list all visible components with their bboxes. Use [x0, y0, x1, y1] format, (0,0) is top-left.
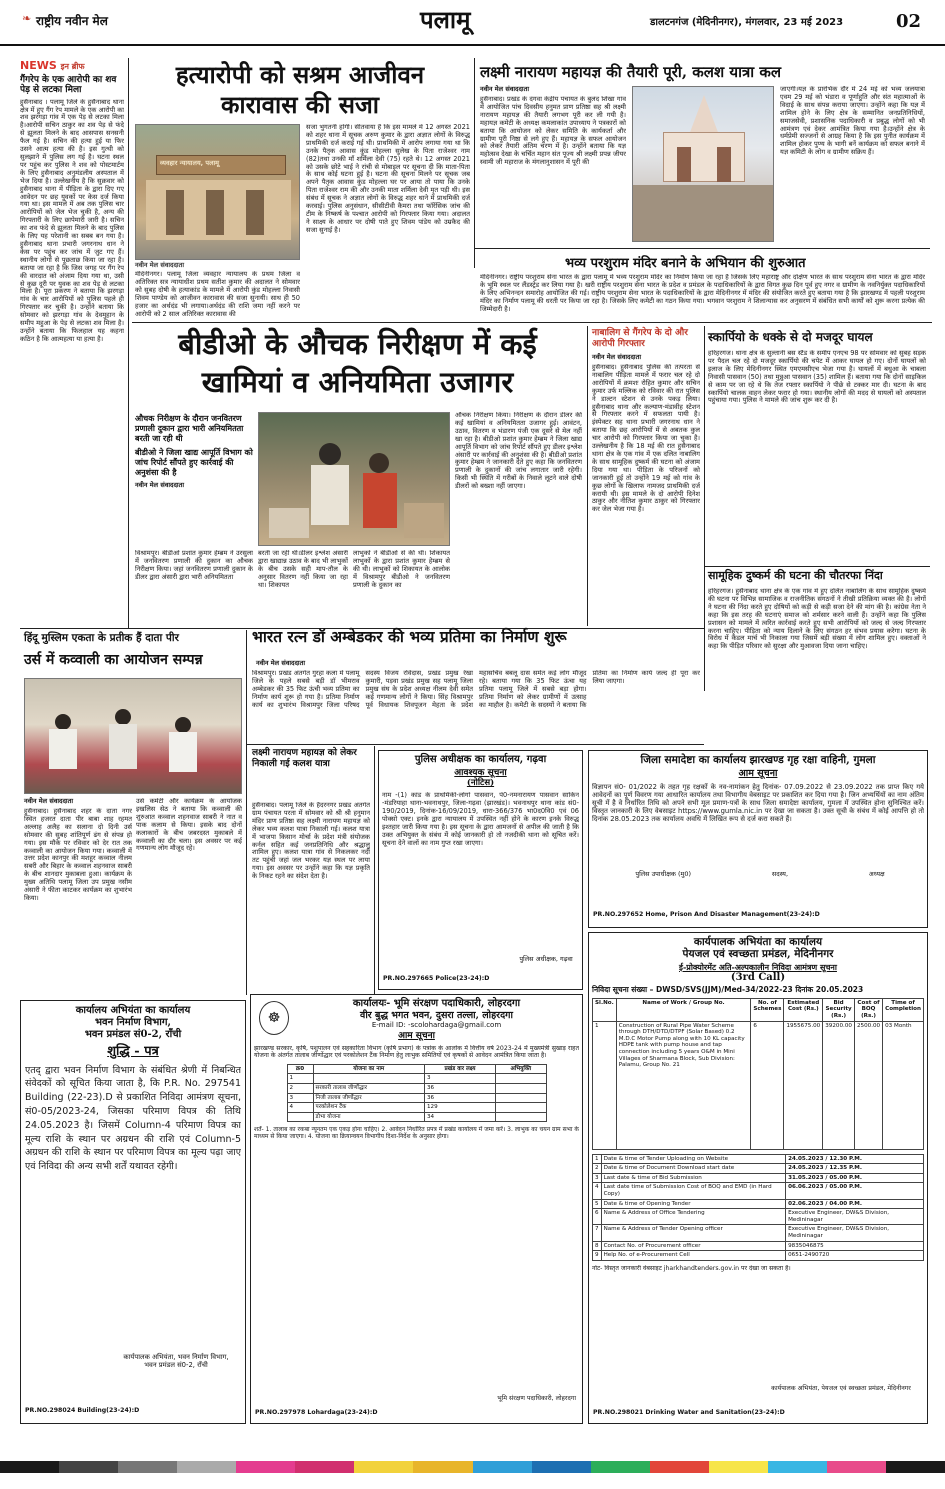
- court-photo: [135, 124, 300, 260]
- drinking-water-tender-ad: [588, 932, 928, 1424]
- story4-body4: औचक निरीक्षण किया। निरीक्षण के दौरान डीलर की कई खामियां व अनियमितता उजागर हुई। आवंटन, उठाव, वितरण व भंडारण पंजी एक दूसरे से मेल नहीं खा रहा है। बीडीओ प्रशांत कुमार हेम्ब्रम ने जिला खाद्य आपूर्ति विभाग को जांच रिपोर्ट सौंपते हुए डीलर इश्लेश अंसारी पर कार्रवाई की अनुशंसा की है। बीडीओ प्रशांत कुमार हेम्ब्रम ने जानकारी देते हुए कहा कि जनवितरण प्रणाली के दुकानों की जांच लगातार जारी रहेगी। किसी भी स्थिति में गरीबों के निवाले लूटने वाले दोषी डीलरों को बख्शा नहीं जाएगा।: [455, 412, 582, 491]
- ad4-sign: कार्यपालक अभियंता, भवन निर्माण विभाग, भवन प्रमंडल सं0-2, राँची: [123, 1353, 229, 1370]
- inspection-photo: [258, 412, 450, 546]
- news-tag: NEWS: [20, 60, 57, 72]
- ad5-office: कार्यपालक अभियंता का कार्यालय: [693, 936, 823, 948]
- dateline: डालटनगंज (मेदिनीनगर), मंगलवार, 23 मई 2023: [650, 17, 844, 28]
- ad5-pr: PR.NO.298021 Drinking Water and Sanitation(23-24):D: [593, 1409, 785, 1416]
- ad4-office: कार्यालय अभियंता का कार्यालय: [75, 1005, 191, 1016]
- ad1-pr: PR.NO.297665 Police(23-24):D: [383, 975, 490, 982]
- ad5-ref: निविदा सूचना संख्या – DWSD/SVS(JJM)/Med-34/2022-23 दिनांक 20.05.2023: [592, 984, 864, 994]
- table-row: 2 Date & time of Document Download start date 24.05.2023 / 12.35 P.M.: [593, 1164, 924, 1174]
- brief-body: हुसैनाबाद । पलामू जिले के हुसैनाबाद थाना क्षेत्र में हुए गैंग रेप मामले के एक आरोपी का शव झरगड़ा गांव में एक पेड़ से लटका मिला है।आरोपी सचिन ठाकुर का शव पेड़ से फंदे से झूलता मिलने के बाद आसपास सनसनी फैल गई है। सचिन की हत्या हुई या फिर उसने आत्म हत्या की है। इस गुत्थी को सुलझाने में पुलिस लग गई है। घटना स्थल पर पहुंच कर पुलिस ने शव को पोस्टमार्टम के लिए हुसैनाबाद अनुमंडलीय अस्पताल में भेज दिया है। उल्लेखनीय है कि सुक्रवार को हुसैनाबाद थाना में पीड़िता के द्वारा दिए गए आवेदन पर छह युवकों पर केस दर्ज किया गया था। इस मामले में अब तक पुलिस चार आरोपियों को जेल भेज चुकी है, अन्य की गिरफ्तारी के लिए छापेमारी जारी है। सचिन का शव फंदे से झूलता मिलने के बाद पुलिस के लिए यह परेशानी का सबब बन गया है। हुसैनाबाद थाना प्रभारी जगरनाथ धान ने केस पर पहुंच कर जांच में जुट गए हैं। स्थानीय लोगों से पूछताछ किया जा रहा है। बताया जा रहा है कि जिस जगह पर गैंग रेप की वारदात को अंजाम दिया गया था, उसी से कुछ दूरी पर युवक का शव पेड़ से लटका मिला है। पूरा प्रकरण ने बताया कि झरगड़ा गांव के चार आरोपियों को पुलिस पहले ही गिरफ्तार कर चुकी है। उन्होंने बताया कि सोमवार को झरगड़ा गांव के देवमुहान के समीप महुआ के पेड़ से लटका शव मिला है। उन्होंने बताया कि फिलहाल यह कहना कठिन है कि आत्महत्या या हत्या है।: [20, 98, 124, 343]
- homeguard-notice-ad: [588, 750, 928, 928]
- story3-headline: भव्य परशुराम मंदिर बनाने के अभियान की शुरुआत: [565, 256, 806, 271]
- story4-deck1: औचक निरीक्षण के दौरान जनवितरण प्रणाली दुकान द्वारा भारी अनियमितता बरती जा रही थी: [135, 414, 244, 443]
- table-row: 7 Name & Address of Tender Opening officer Executive Engineer, DW&S Division, Medininagar: [593, 1225, 924, 1241]
- story3-body: मेदिनीनगर। राष्ट्रीय परशुराम सेना भारत के द्वारा पलामू में भव्य परशुराम मंदिर का निर्माण किया जा रहा है जिसके लिए महाराष्ट्र और दक्षिण भारत के साथ परशुराम सेना भारत के द्वारा मंदिर के भूमि स्थल पर लैंडस्ट्रेड कर लिया गया है। खरी राष्ट्रीय परशुराम सेना भारत के प्रदेश व प्रमंडल के पदाधिकारियों के द्वारा विगत कुछ दिन पूर्व हुए नगर व ग्रामीण के नवनिर्युक्त पदाधिकारियों के लिए अभिनन्दन समारोह आयोजित की गई। राष्ट्रीय परशुराम सेना भारत के पदाधिकारियों के द्वारा मेदिनीनगर में मंदिर की संयोजित करते हुए बताया गया है कि झारखण्ड में पहली परशुराम मंदिर का निर्माण पलामू की धरती पर किया जा रहा है। जिसके लिए कमेटी का गठन किया गया। भगवान परशुराम ने शिलान्यास कर अनुसरण में संबंधित सभी कार्यों को शुरू करना प्रत्येक की जिम्मेदारी है।: [480, 274, 925, 313]
- table-row: 4 परकोलेशन टैंक 129: [287, 1103, 546, 1113]
- ad1-body: नाम -(1) कांड के प्राथमिकी-लोगों पासवान, पे0-नमनारायण पासवान साकिन -मंडरियाहा थाना-भवनाथपुर, जिला-गढ़वा (झारखंड)। भवनाथपुर थाना कांड सं0-190/2019, दिनांक-16/09/2019, धारा-366/376 भा0द0वि0 एवं 06 पोक्सो एक्ट। इनके द्वारा न्यायालय में उपस्थित नहीं होने के कारण इनके विरुद्ध इश्तहार जारी किया गया है। इस सूचना के द्वारा आमजनों से अपील की जाती है कि उक्त अभियुक्त के संबंध में कोई जानकारी हो तो नजदीकी थाना को सूचित करें। सूचना देने वालों का नाम गुप्त रखा जाएगा।: [382, 792, 579, 847]
- ad2-title: आम सूचना: [738, 768, 778, 780]
- story8-body2: उर्स कमेटी और कार्यक्रम के आयोजक इखलिस सेठ ने बताया कि कव्वाली की शुरुआत कव्वाल शहनवाज साबरी ने नात व पाक कलाम से किया। इसके बाद दोनों कलाकारों के बीच जबरदस्त मुकाबले में कव्वाली का दौर चला। इस अवसर पर कई गणमान्य लोग मौजूद रहे।: [136, 798, 242, 853]
- story4-deck2: बीडीओ ने जिला खाद्य आपूर्ति विभाग को जांच रिपोर्ट सौंपते हुए कार्रवाई की अनुशंसा की है: [135, 448, 253, 477]
- table-row: 2 सरकारी तालाब जीर्णोद्धार 36: [287, 1083, 546, 1093]
- ad5-title: ई-प्रोक्योरमेंट अति-अल्पकालीन निविदा आमंत्रण सूचना: [679, 961, 837, 972]
- ad4-office2: भवन निर्माण विभाग,: [95, 1016, 171, 1028]
- table-row: 6 Name & Address of Office Tendering Executive Engineer, DW&S Division, Medininagar: [593, 1209, 924, 1225]
- ad4-pr: PR.NO.298024 Building(23-24):D: [25, 1407, 140, 1414]
- ad2-body: विज्ञापन सं0- 01/2022 के तहत गृह रक्षकों के नव-नामांकन हेतु दिनांक- 07.09.2022 से 23.09.2022 तक प्राप्त किए गये आवेदनों का पूर्ण विवरण गया आधारित कार्यालय तथा विभागीय वेबसाइट पर प्रकाशित कर दिया गया है। जिन अभ्यर्थियों का नाम अंतिम सूची में है वे निर्धारित तिथि को अपने सभी मूल प्रमाण-पत्रों के साथ जिला समादेष्टा कार्यालय, गुमला में उपस्थित होना सुनिश्चित करें। विस्तृत जानकारी के लिए वेबसाइट https://www.gumla.nic.in पर देखा जा सकता है। उक्त सूची के संबंध में कोई आपत्ति हो तो दिनांक 28.05.2023 तक कार्यालय अवधि में लिखित रूप से दर्ज करा सकते हैं।: [592, 782, 924, 824]
- qawwali-photo: [24, 678, 242, 794]
- ad1-sign: पुलिस अधीक्षक, गढ़वा: [519, 955, 573, 963]
- brand-name: राष्ट्रीय नवीन मेल: [36, 14, 108, 28]
- table-row: 4 Last date time of Submission Cost of BOQ and EMD (in Hard Copy) 06.06.2023 / 05.00 P.M.: [593, 1183, 924, 1199]
- story2-byline: नवीन मेल संवाददाता: [480, 85, 529, 93]
- story2-headline: लक्ष्मी नारायण महायज्ञ की तैयारी पूरी, कलश यात्रा कल: [480, 63, 782, 81]
- story9-body: विश्रामपुर। प्रखंड अंतर्गत गुरहा कला में पलामू जिले के पहले सबसे बड़ी डॉ भीमराव अम्बेडकर की 35 फिट ऊंची भव्य प्रतिमा का निर्माण कार्य शुरू हो गया है। प्रतिमा निर्माण कार्य का शुभारंभ विश्रामपुर जिला परिषद सदस्य विजय रविदास, प्रखंड प्रमुख रेखा कुमारी, पड़वा प्रखंड प्रमुख सह पलामू जिला प्रमुख संघ के प्रदेश अध्यक्ष नीलम देवी समेत कई गणमान्य लोगों ने किया। सिंह विश्रामपुर पूर्व विधायक शिवपूजन मेहता के प्रदेश महासचिव बबलू दास समेत कई लोग मौजूद रहे। बताया गया कि 35 फिट ऊंचा यह प्रतिमा पलामू जिले में सबसे बड़ा होगा। प्रतिमा निर्माण को लेकर ग्रामीणों में उत्साह का माहौल है। कमेटी के सदस्यों ने बताया कि प्रतिमा का निर्माण कार्य जल्द ही पूरा कर लिया जाएगा।: [252, 670, 700, 709]
- story4-body1: विश्रामपुर। बीडीओ प्रशांत कुमार हेम्ब्रम ने उरसुला में जनवितरण प्रणाली की दुकान का औचक निरीक्षण किया। जहां जनवितरण प्रणाली दुकान के डीलर द्वारा अंसारी द्वारा भारी अनियमितता: [135, 550, 253, 581]
- story8-headline: हिंदू मुस्लिम एकता के प्रतीक हैं दाता पीर: [24, 632, 179, 644]
- story7-headline: सामूहिक दुष्कर्म की घटना की चौतरफा निंदा: [708, 569, 883, 582]
- table-row: 9 Help No. of e-Procurement Cell 0651-2490720: [593, 1251, 924, 1261]
- news-brief: [20, 60, 124, 627]
- story4-body3: लाभुकों ने बीडीओ से की थी। शिकायत लाभुकों के द्वारा प्रशांत कुमार हेम्ब्रम से की थी। लाभुकों को शिकायत के आलोक में विश्रामपुर बीडीओ ने जनवितरण प्रणाली के दुकान का: [353, 550, 450, 589]
- section-name: पलामू: [420, 5, 471, 34]
- police-notice-ad: [378, 750, 583, 990]
- ad2-office: जिला समादेष्टा का कार्यालय झारखण्ड गृह रक्षा वाहिनी, गुमला: [640, 754, 876, 766]
- story6-headline: स्कार्पियो के धक्के से दो मजदूर घायल: [708, 330, 873, 344]
- ad3-table: क्र0 योजना का नाम प्रखंड वार लक्ष्य अभियुक्ति 1 3 2 सरकारी तालाब जीर्णोद्धार 36 3 निजी तालाब जीर्णोद्धार 36 4 परकोलेशन टैंक 129 डोभा योजना 34: [287, 1064, 547, 1123]
- ad2-pr: PR.NO.297652 Home, Prison And Disaster Management(23-24):D: [593, 911, 820, 918]
- ad3-email: E-mail ID: -scolohardaga@gmail.com: [371, 1021, 502, 1029]
- ad2-sign2: सदस्य,: [771, 870, 789, 878]
- story5-body: हुसैनाबाद। हुसैनाबाद पुलिस की तत्परता से नाबालिग पीड़िता मामले में फरार चल रहे दो आरोपियों में क्रमशः रोहित कुमार और सचिन कुमार उर्फ मल्लिक को रविवार की रात पुलिस ने डाल्टन स्टेशन से उनके पकड़ लिया। हुसैनाबाद थाना और कल्याण-मंडावीह स्टेशन से गिरफ्तार करने में सफलता पायी है। इंस्पेक्टर सह थाना प्रभारी जगरनाथ धान ने बताया कि छह आरोपियों में से अबतक कुल चार आरोपी को गिरफ्तार किया जा चुका है। उल्लेखनीय है कि 18 मई की रात हुसैनाबाद थाना क्षेत्र के एक गांव में एक दलित नाबालिग के साथ सामूहिक दुष्कर्म की घटना को अंजाम दिया गया था। पीड़िता के परिजनों को जानकारी हुई तो उन्होंने 19 मई को गांव के कुछ लोगों के खिलाफ नामजद प्राथमिकी दर्ज करायी थी। इस मामले के दो आरोपी दिनेश ठाकुर और नीतिश कुमार ठाकुर को गिरफ्तार कर जेल भेजा गया है।: [592, 364, 700, 514]
- ad3-title: आम सूचना: [398, 1031, 435, 1042]
- story4-deck: [135, 414, 253, 490]
- story10-body: हुसैनाबाद। पलामू जिले के हैदरनगर प्रखंड अंतर्गत ग्राम पंचायत परता में सोमवार को श्री श्री हनुमान मंदिर प्राण प्रतिष्ठा सह लक्ष्मी नारायण महायज्ञ को लेकर भव्य कलश यात्रा निकाली गई। कलश यात्रा में भाजपा किसान मोर्चा के प्रदेश मंत्री संयोजक कर्नल सहित कई जनप्रतिनिधि और श्रद्धालु शामिल हुए। कलश यात्रा गांव से निकलकर नदी तट पहुंची जहां जल भरकर यज्ञ स्थल पर लाया गया। इस अवसर पर उन्होंने कहा कि यज्ञ प्रकृति के निकट रहने का संदेश देता है।: [252, 802, 370, 881]
- story2-body2: जाएगी।यज्ञ के प्रारंभिक दौर में 24 मई को भव्य जलयात्रा एवम 29 मई को भंडारा व पूर्णाहुति और संत महात्माओं के विदाई के साथ संपन्न कराया जाएगा। उन्होंने कहा कि यज्ञ में शामिल होने के लिए क्षेत्र के सम्मानित जनप्रतिनिधियों, समाजसेवी, प्रशासनिक पदाधिकारी व प्रबुद्ध लोगों को भी आमंत्रण एवं देकर आमंत्रित किया गया है।उन्होंने क्षेत्र के धर्मप्रेमी सज्जनों से आग्रह किया है कि इस पुनीत कार्यक्रम में शामिल होकर पुण्य के भागी बनें कार्यक्रम को सफल बनाने में यज्ञ कमिटी के लोग व ग्रामीण सक्रिय हैं।: [780, 86, 925, 157]
- ad3-office: कार्यालयः- भूमि संरक्षण पदाधिकारी, लोहरदगा: [352, 998, 521, 1009]
- news-tag-sub: इन ब्रीफ: [60, 62, 85, 71]
- story8-body1: हुसैनाबाद। हुसैनाबाद शहर के दाता नगर स्थित हजरत दाता पीर बाबा शाह रहमत अल्लाह अलैह का सलाना दो दिनी उर्स सोमवार की सुबह शांतिपूर्ण ढंग से संपन्न हो गया। इस मौके पर रविवार को देर रात तक कव्वाली का आयोजन किया गया। कव्वाली में उत्तर प्रदेश कानपुर की मशहूर कव्वाल नीलम सबरी और बिहार के कव्वाल शहनवाज साबरी के बीच शानदार मुकाबला हुआ। कार्यक्रम के मुख्य अतिथि पलामू जिला उप प्रमुख नसीम अंसारी ने फीता काटकर कार्यक्रम का शुभारंभ किया।: [24, 808, 132, 902]
- table-row: 3 निजी तालाब जीर्णोद्धार 36: [287, 1093, 546, 1103]
- table-row: डोभा योजना 34: [287, 1112, 546, 1122]
- story2-body1: हुसैनाबाद। प्रखंड के दंगवा केंद्रीय पंचायत के बुलंद शिखा गांव में आयोजित पांच दिवसीय हनुमत प्राण प्रतिष्ठा सह श्री लक्ष्मी नारायण महायज्ञ की तैयारी लगभग पूरी कर ली गयी है। महायज्ञ कमेटी के अध्यक्ष कमलाकांत उपाध्याय ने पत्रकारों को बताया कि आयोजन को लेकर समिति के कार्यकर्ता और ग्रामीण पूरी निष्ठा से लगे हुए हैं। महायज्ञ के सफल आयोजन को लेकर तैयारी अंतिम चरण में है। उन्होंने बताया कि यज्ञ महोत्सव देखा के चर्चित महान संत पूज्य श्री लक्ष्मी प्रपन्न जीयर स्वामी जी महाराज के मंगलानुशासन में पूरी की: [480, 96, 626, 167]
- table-row: 1 Date & time of Tender Uploading on Website 24.05.2023 / 12.30 P.M.: [593, 1154, 924, 1164]
- masthead: [0, 0, 945, 46]
- ad1-subtitle: (नोटिस): [466, 778, 495, 789]
- ad5-table: Sl.No. Name of Work / Group No. No. of Schemes Estimated Cost (Rs.) Bid Security (Rs.) Cost of BOQ (Rs.) Time of Completion 1 Construction of Rural Pipe Water Scheme through DTH/DTD/DTPF (Solar Based) 0.2 M.D.C Motor Pump along with 10 KL capacity HDPE tank with pump house and tap connection including 5 years O&M in Mini Villages of Sharmana Block, Sub Division: Palamu, Group No. 21 6 1955675.00 39200.00 2500.00 03 Month: [592, 998, 924, 1150]
- story9-byline: नवीन मेल संवाददाता: [256, 659, 305, 667]
- ad5-call: (3rd Call): [730, 972, 786, 984]
- court-sign: व्यवहार न्यायालय, पलामू: [160, 159, 220, 167]
- page-number: 02: [896, 11, 922, 32]
- story6-body: हरिहरगंज। थाना क्षेत्र के सुल्तानी बस स्टैंड के समीप एनएच 98 पर सोमवार को सुबह सड़क पर पैदल चल रहे दो मजदूर स्कार्पियो की चपेट में आकर घायल हो गए। दोनों घायलों को इलाज के लिए मेदिनीनगर स्थित एमएमसीएच भेजा गया है। घायलों में बधुआ के चाबला निवासी पासवान (50) तथा मुन्नुआ पासवान (35) शामिल हैं। बताया गया कि दोनों साइकिल से काम पर जा रहे थे कि तेज रफ्तार स्कार्पियो ने पीछे से टक्कर मार दी। घटना के बाद स्कार्पियो चालक वाहन लेकर फरार हो गया। स्थानीय लोगों की मदद से घायलों को अस्पताल पहुंचाया गया। पुलिस ने मामले की जांच शुरू कर दी है।: [708, 350, 926, 405]
- story8-headline2: उर्स में कव्वाली का आयोजन सम्पन्न: [24, 652, 203, 668]
- land-conservation-ad: [250, 994, 583, 1424]
- story7-body: हरिहरगंज। हुसैनाबाद थाना क्षेत्र के एक गांव में हुए दलित नाबालिग के साथ सामूहिक दुष्कर्म की घटना पर विभिन्न सामाजिक व राजनीतिक संगठनों ने तीखी प्रतिक्रिया व्यक्त की है। लोगों ने घटना की निंदा करते हुए दोषियों को कड़ी से कड़ी सजा देने की मांग की है। कांग्रेस नेता ने कहा कि इस तरह की घटनाएं समाज को शर्मसार करने वाली हैं। उन्होंने कहा कि पुलिस प्रशासन को मामले में त्वरित कार्रवाई करते हुए सभी आरोपियों को जल्द से जल्द गिरफ्तार करना चाहिए। पीड़िता को न्याय दिलाने के लिए संगठन हर संभव प्रयास करेगा। घटना के विरोध में कैंडल मार्च भी निकाला गया जिसमें बड़ी संख्या में लोग शामिल हुए। वक्ताओं ने कहा कि पीड़ित परिवार को सुरक्षा और मुआवजा दिया जाना चाहिए।: [708, 588, 926, 651]
- ad1-title: आवश्यक सूचना: [454, 767, 507, 778]
- building-dept-corrigendum-ad: [20, 1000, 246, 1424]
- ad3-address: वीर बुद्ध भगत भवन, दुसरा तल्ला, लोहरदगा: [360, 1009, 513, 1021]
- story1-body1: मेदिनीनगर। पलामू जिला व्यवहार न्यायालय के प्रथम जिला व अतिरिक्त सत्र न्यायाधीश प्रथम सतीश कुमार की अदालत ने सोमवार को सुबह दोषी के हत्याकांड के मामले में आरोपी कुंड मोहल्ला निवासी शिवम पाण्डेय को आजीवन कारावास की सजा सुनायी। साथ ही 50 हजार का अर्थदंड भी लगाया।अर्थदंड की राशि जमा नहीं करने पर आरोपी को 2 साल अतिरिक्त कारावास की: [135, 271, 300, 318]
- ad4-body: एतद् द्वारा भवन निर्माण विभाग के संबंधित श्रेणी में निबन्धित संवेदकों को सूचित किया जाता है, कि P.R. No. 297541 Building (22-23).D से प्रकाशित निविदा आमंत्रण सूचना, सं0-05/2023-24, जिसका परिमाण विपत्र की तिथि 24.05.2023 है। जिसमें Column-4 परिमाण विपत्र का मूल्य राशि के स्थान पर अग्रधन की राशि एवं Column-5 अग्रधन की राशि के स्थान पर परिमाण विपत्र का मूल्य पढ़ा जाए एवं निविदा की अन्य सभी शर्तें यथावत रहेगी।: [25, 1064, 241, 1173]
- ad4-office3: भवन प्रमंडल सं0-2, राँची: [84, 1028, 182, 1040]
- ad3-pr: PR.NO.297978 Lohardaga(23-24):D: [255, 1409, 378, 1416]
- table-row: 1 3: [287, 1074, 546, 1084]
- ad5-sign: कार्यपालक अभियंता, पेयजल एवं स्वच्छता प्रमंडल, मेदिनीनगर: [771, 1385, 911, 1392]
- color-registration-strip: [0, 1461, 945, 1473]
- table-row: 1 Construction of Rural Pipe Water Scheme through DTH/DTD/DTPF (Solar Based) 0.2 M.D.C Motor Pump along with 10 KL capacity HDPE tank with pump house and tap connection including 5 years O&M in Mini Villages of Sharmana Block, Sub Division: Palamu, Group No. 21 6 1955675.00 39200.00 2500.00 03 Month: [593, 1021, 924, 1149]
- story9-headline: भारत रत्न डॉ अम्बेडकर की भव्य प्रतिमा का निर्माण शुरू: [252, 627, 567, 646]
- table-row: 3 Last date & time of Bid Submission 31.05.2023 / 05.00 P.M.: [593, 1173, 924, 1183]
- story4-byline: नवीन मेल संवाददाता: [135, 481, 184, 489]
- ad3-notes: शर्तें- 1. तालाब का रकबा न्यूनतम एक एकड़ होना चाहिए। 2. आवेदन निर्धारित प्रपत्र में प्रखंड कार्यालय में जमा करें। 3. लाभुक का चयन ग्राम सभा के माध्यम से किया जाएगा। 4. योजना का क्रियान्वयन विभागीय दिशा-निर्देश के अनुसार होगा।: [254, 1126, 579, 1141]
- ad4-title: शुद्धि - पत्र: [107, 1044, 159, 1060]
- ad3-sign: भूमि संरक्षण पदाधिकारी, लोहरदगा: [497, 1395, 576, 1402]
- story5-headline: नाबालिग से गैंगरेप के दो और आरोपी गिरफ्तार: [592, 328, 688, 349]
- brief-headline: गैंगरेप के एक आरोपी का शव पेड़ से लटका मिला: [20, 74, 117, 96]
- table-row: 5 Date & time of Opening Tender 02.06.2023 / 04.00 P.M.: [593, 1199, 924, 1209]
- story4-headline: बीडीओ के औचक निरीक्षण में कई खामियां व अनियमिता उजागर: [178, 327, 537, 399]
- ad5-office2: पेयजल एवं स्वच्छता प्रमंडल, मेदिनीनगर: [682, 948, 834, 961]
- story8-byline: नवीन मेल संवाददाता: [24, 797, 73, 805]
- table-row: 8 Contact No. of Procurement officer 9835046875: [593, 1241, 924, 1251]
- ad2-sign3: अध्यक्ष: [868, 870, 885, 878]
- story1-body2: सजा भुगतनी होगी। सीतवाया है कि इस मामले में 12 अगस्त 2021 को शहर थाना में सूचक अरुण कुमार के द्वारा अज्ञात लोगों के विरुद्ध प्राथमिकी दर्ज कराई गई थी। प्राथमिकी में आरोप लगाया गया था कि उनके पैतृक आवास कुंड मोहल्ला सुलेख के पिता राजेश्वर नाम (82)तथा उनकी माँ शर्मिला देवी (75) रहते थे। 12 अगस्त 2021 को उसके छोटे भाई ने रांची से मोबाइल पर सूचना दी कि माता-पिता के साथ कोई घटना हुई है। घटना की सूचना मिलने पर सूचक जब अपने पैतृक आवास कुंड मोहल्ला घर पर आया तो पाया कि उनके पिता राजेश्वर राम की और उनकी माता शर्मिला देवी मृत पड़ी थी। इस संबंध में सूचक ने अज्ञात लोगों के विरुद्ध शहर थाने में प्राथमिकी दर्ज करवाई। पुलिस अनुसंधान, सीसीटीवी कैमरा तथा फॉरेंसिक जांच की टीम के निष्कर्ष के पश्चात आरोपी को गिरफ्तार किया गया। अदालत ने साक्ष्य के आधार पर दोषी पाते हुए शिवम पांडेय को उम्रकैद की सजा सुनाई है।: [306, 124, 470, 234]
- brand-logo-icon: ❧: [22, 12, 32, 25]
- story4-body2: बरती जा रही थी।डीलर इश्लेश अंसारी द्वारा खाद्यान्न उठाव के बाद भी लाभुकों के बीच उसके सही माप-तौल के अनुसार वितरण नहीं किया जा रहा था। शिकायत: [258, 550, 348, 589]
- ad1-office: पुलिस अधीक्षक का कार्यालय, गढ़वा: [414, 754, 547, 765]
- story1-byline: नवीन मेल संवाददाता: [135, 261, 184, 269]
- temple-photo: [632, 86, 774, 242]
- jharkhand-emblem-icon: ☸: [259, 1001, 289, 1035]
- ad5-dates-table: [592, 1154, 924, 1261]
- ad3-intro: झारखण्ड सरकार, कृषि, पशुपालन एवं सहकारिता विभाग (कृषि प्रभाग) के पत्रांक के आलोक में वित्तीय वर्ष 2023-24 में मुख्यमंत्री सुखाड़ राहत योजना के अंतर्गत तालाब जीर्णोद्धार एवं परकोलेशन टैंक निर्माण हेतु लाभुक समितियों एवं कृषकों से आवेदन आमंत्रित किया जाता है।: [254, 1044, 579, 1060]
- ad2-sign1: पुलिस उपाधीक्षक (मु0): [635, 870, 692, 878]
- story1-headline: हत्यारोपी को सश्रम आजीवन कारावास की सजा: [175, 60, 425, 119]
- story10-headline: लक्ष्मी नारायण महायज्ञ को लेकर निकाली गई कलश यात्रा: [252, 748, 357, 770]
- ad5-note: नोट- विस्तृत जानकारी वेबसाइट jharkhandtenders.gov.in पर देखा जा सकता है।: [592, 1264, 791, 1272]
- story5-byline: नवीन मेल संवाददाता: [592, 353, 641, 361]
